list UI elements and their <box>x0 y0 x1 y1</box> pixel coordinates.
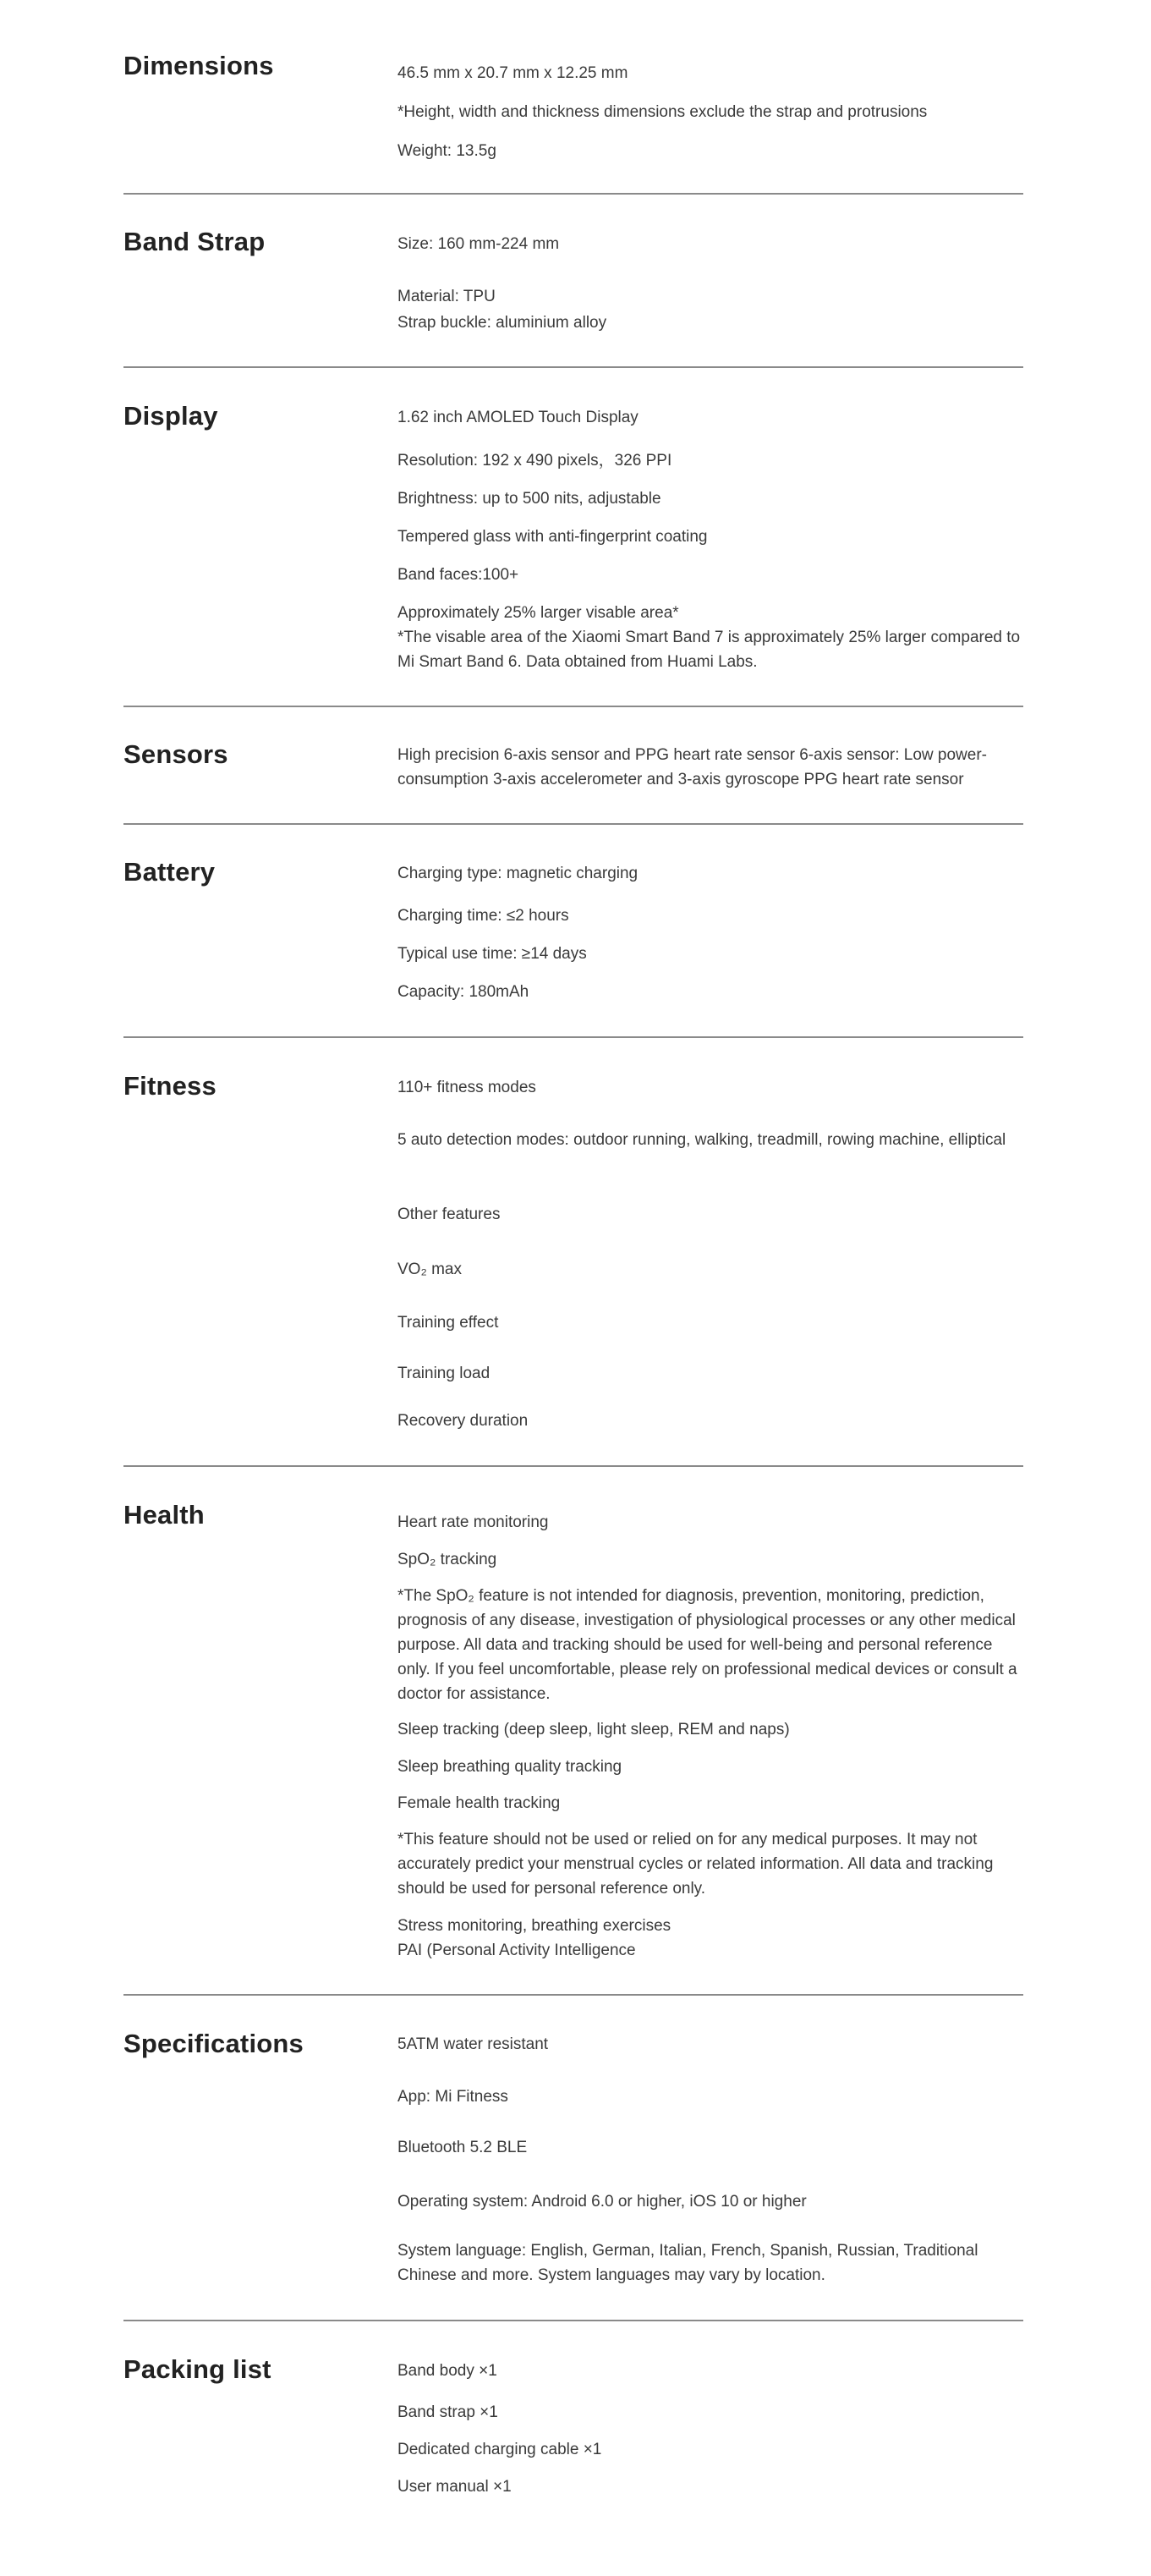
section-divider <box>123 193 1023 195</box>
spec-line: Material: TPU <box>397 288 496 305</box>
spec-line: SpO₂ tracking <box>397 1551 497 1568</box>
spec-line: 1.62 inch AMOLED Touch Display <box>397 409 639 426</box>
section-title: Dimensions <box>123 51 274 80</box>
section-divider <box>123 823 1023 825</box>
section-title: Fitness <box>123 1071 216 1101</box>
section-divider <box>123 366 1023 368</box>
spec-line: Sleep breathing quality tracking <box>397 1758 622 1776</box>
spec-line: Training effect <box>397 1314 499 1332</box>
spec-line: Charging type: magnetic charging <box>397 865 639 882</box>
spec-line: Other features <box>397 1206 501 1223</box>
spec-line: *The SpO₂ feature is not intended for diagnosis, prevention, monitoring, prediction, prognosis of any disease, investigation of physiological processes or any other medical purpose. All data and tracking should be used for well-being and personal reference only. If you feel uncomfortable, please rely on professional medical devices or consult a doctor for assistance. <box>397 1587 1017 1703</box>
spec-line: VO₂ max <box>397 1261 462 1278</box>
spec-line: Charging time: ≤2 hours <box>397 907 569 925</box>
section-title: Packing list <box>123 2354 271 2384</box>
spec-line: Band strap ×1 <box>397 2403 498 2421</box>
spec-line: Resolution: 192 x 490 pixels，326 PPI <box>397 452 672 470</box>
spec-line: User manual ×1 <box>397 2478 512 2496</box>
spec-line: Operating system: Android 6.0 or higher, iOS 10 or higher <box>397 2193 807 2211</box>
spec-line: App: Mi Fitness <box>397 2088 508 2106</box>
spec-line: Heart rate monitoring <box>397 1513 549 1531</box>
spec-line: Training load <box>397 1365 491 1382</box>
section-divider <box>123 2320 1023 2321</box>
spec-line: Approximately 25% larger visable area* <box>397 604 679 622</box>
spec-line: 5 auto detection modes: outdoor running, walking, treadmill, rowing machine, elliptical <box>397 1131 1006 1149</box>
section-divider <box>123 1465 1023 1467</box>
spec-line: Weight: 13.5g <box>397 142 496 160</box>
spec-line: *Height, width and thickness dimensions exclude the strap and protrusions <box>397 103 928 121</box>
spec-line: PAI (Personal Activity Intelligence <box>397 1942 636 1959</box>
spec-line: Typical use time: ≥14 days <box>397 945 587 963</box>
spec-line: High precision 6-axis sensor and PPG heart rate sensor 6-axis sensor: Low power-consumption 3-axis accelerometer and 3-axis gyroscope PPG heart rate sensor <box>397 746 987 788</box>
spec-line: Dedicated charging cable ×1 <box>397 2441 602 2458</box>
spec-line: *This feature should not be used or relied on for any medical purposes. It may not accurately predict your menstrual cycles or related information. All data and tracking should be used for personal reference only. <box>397 1831 994 1898</box>
spec-line: System language: English, German, Italian, French, Spanish, Russian, Traditional Chinese and more. System languages may vary by location. <box>397 2242 978 2284</box>
spec-line: *The visable area of the Xiaomi Smart Band 7 is approximately 25% larger compared to Mi Smart Band 6. Data obtained from Huami Labs. <box>397 629 1021 671</box>
spec-line: 46.5 mm x 20.7 mm x 12.25 mm <box>397 64 628 82</box>
section-divider <box>123 1994 1023 1996</box>
section-divider <box>123 706 1023 707</box>
section-title: Band Strap <box>123 227 266 256</box>
section-title: Health <box>123 1500 205 1530</box>
section-title: Sensors <box>123 739 228 769</box>
spec-line: Tempered glass with anti-fingerprint coating <box>397 528 708 546</box>
spec-line: Strap buckle: aluminium alloy <box>397 314 607 332</box>
spec-line: Female health tracking <box>397 1794 561 1812</box>
spec-line: Band body ×1 <box>397 2362 497 2380</box>
spec-line: Capacity: 180mAh <box>397 983 529 1001</box>
spec-line: Recovery duration <box>397 1412 529 1430</box>
spec-line: Bluetooth 5.2 BLE <box>397 2139 528 2156</box>
spec-line: Stress monitoring, breathing exercises <box>397 1917 671 1935</box>
spec-line: Size: 160 mm-224 mm <box>397 235 560 253</box>
spec-line: 5ATM water resistant <box>397 2035 549 2053</box>
spec-line: Band faces:100+ <box>397 566 519 584</box>
section-title: Display <box>123 401 218 431</box>
spec-line: Sleep tracking (deep sleep, light sleep, REM and naps) <box>397 1721 790 1738</box>
section-divider <box>123 1036 1023 1038</box>
spec-line: 110+ fitness modes <box>397 1079 536 1096</box>
section-title: Battery <box>123 857 216 887</box>
spec-line: Brightness: up to 500 nits, adjustable <box>397 490 661 508</box>
section-title: Specifications <box>123 2029 304 2058</box>
